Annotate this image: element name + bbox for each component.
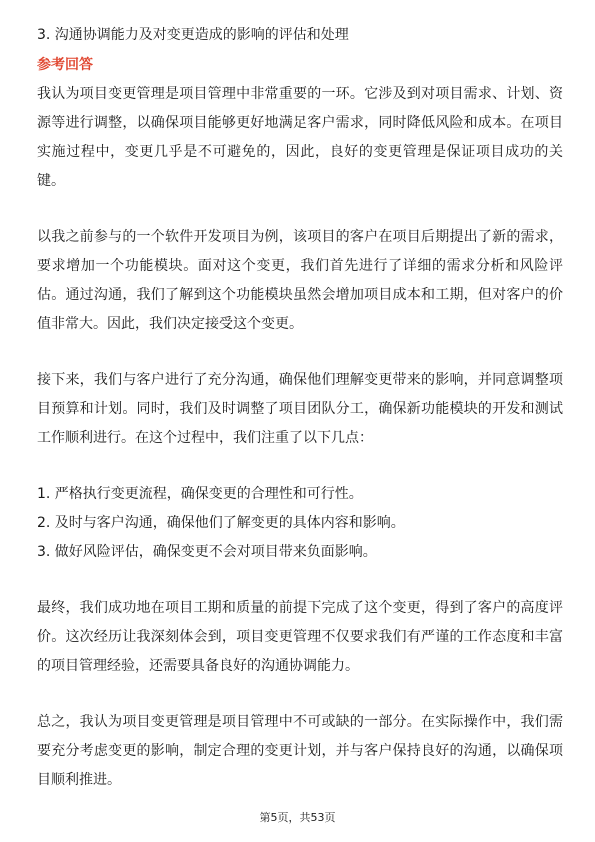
list-item: 1. 严格执行变更流程，确保变更的合理性和可行性。	[37, 486, 363, 502]
paragraph-result: 最终，我们成功地在项目工期和质量的前提下完成了这个变更，得到了客户的高度评价。这次经历让我深刻体会到，项目变更管理不仅要求我们有严谨的工作态度和丰富的项目管理经验，还需要具备良好的沟通协调能力。	[37, 600, 563, 674]
question-heading: 3. 沟通协调能力及对变更造成的影响的评估和处理	[37, 27, 349, 43]
paragraph-intro: 我认为项目变更管理是项目管理中非常重要的一环。它涉及到对项目需求、计划、资源等进行调整，以确保项目能够更好地满足客户需求，同时降低风险和成本。在项目实施过程中，变更几乎是不可避免的，因此，良好的变更管理是保证项目成功的关键。	[37, 86, 563, 189]
answer-label: 参考回答	[37, 57, 93, 73]
list-item: 2. 及时与客户沟通，确保他们了解变更的具体内容和影响。	[37, 515, 405, 531]
paragraph-process: 接下来，我们与客户进行了充分沟通，确保他们理解变更带来的影响，并同意调整项目预算和计划。同时，我们及时调整了项目团队分工，确保新功能模块的开发和测试工作顺利进行。在这个过程中，我们注重了以下几点：	[37, 372, 563, 446]
paragraph-example: 以我之前参与的一个软件开发项目为例，该项目的客户在项目后期提出了新的需求，要求增加一个功能模块。面对这个变更，我们首先进行了详细的需求分析和风险评估。通过沟通，我们了解到这个功能模块虽然会增加项目成本和工期，但对客户的价值非常大。因此，我们决定接受这个变更。	[37, 229, 563, 332]
document-page	[37, 24, 563, 822]
key-points-list	[37, 480, 563, 567]
list-item: 3. 做好风险评估，确保变更不会对项目带来负面影响。	[37, 544, 377, 560]
page-number-footer: 第5页，共53页	[259, 811, 336, 824]
paragraph-summary: 总之，我认为项目变更管理是项目管理中不可或缺的一部分。在实际操作中，我们需要充分考虑变更的影响，制定合理的变更计划，并与客户保持良好的沟通，以确保项目顺利推进。	[37, 714, 563, 788]
